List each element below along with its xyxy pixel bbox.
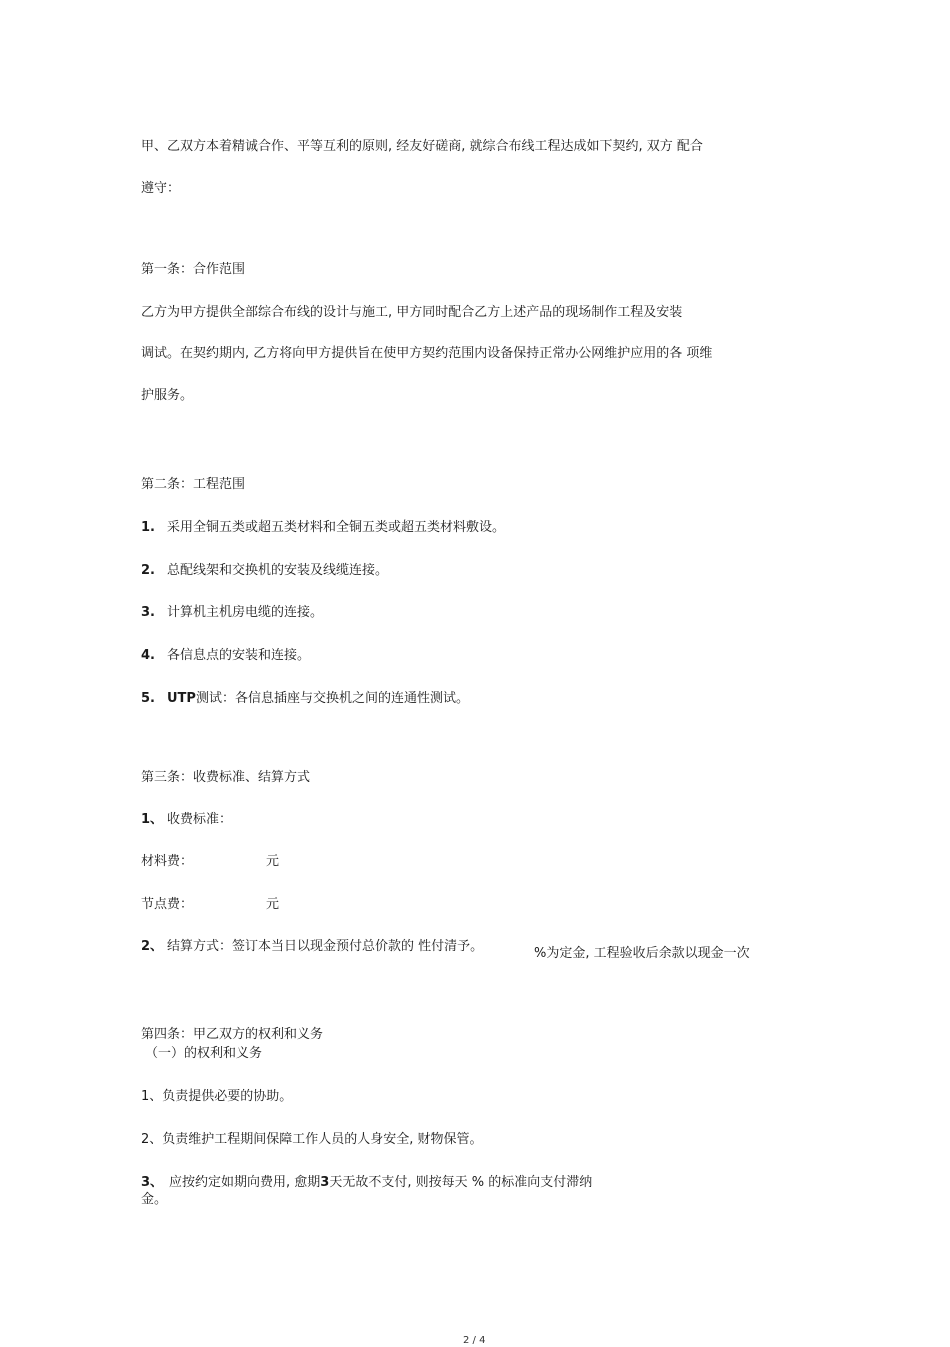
article-1-line-3: 护服务。 <box>141 388 194 403</box>
list-item-text: 总配线架和交换机的安装及线缆连接。 <box>167 563 389 578</box>
node-fee-label: 节点费： <box>141 897 194 912</box>
list-item-text: 计算机主机房电缆的连接。 <box>167 605 324 620</box>
page-number: 2 / 4 <box>463 1335 486 1346</box>
article-4-subheading: （一）的权利和义务 <box>145 1046 263 1061</box>
article-4-heading: 第四条：甲乙双方的权利和义务 <box>141 1027 324 1042</box>
list-item-number: 5. <box>141 691 155 706</box>
list-item-number: 3. <box>141 605 155 620</box>
list-item-number: 1. <box>141 520 155 535</box>
material-fee-unit: 元 <box>266 854 280 869</box>
list-item-text: 采用全铜五类或超五类材料和全铜五类或超五类材料敷设。 <box>167 520 506 535</box>
rights-item-3-number: 3、 <box>141 1175 164 1190</box>
article-1-line-1: 乙方为甲方提供全部综合布线的设计与施工, 甲方同时配合乙方上述产品的现场制作工程及安装 <box>141 305 683 320</box>
rights-item-3-line-2: 金。 <box>141 1192 168 1207</box>
rights-item-3-text <box>169 1175 592 1191</box>
intro-line-2: 遵守： <box>141 181 181 196</box>
article-1-line-2: 调试。在契约期内, 乙方将向甲方提供旨在使甲方契约范围内设备保持正常办公网维护应用的各 项维 <box>141 346 713 361</box>
settlement-text: 结算方式：签订本当日以现金预付总价款的 性付清予。 <box>167 939 484 954</box>
utp-text: 测试：各信息插座与交换机之间的连通性测试。 <box>195 691 469 706</box>
list-item-number: 4. <box>141 648 155 663</box>
article-3-heading: 第三条：收费标准、结算方式 <box>141 770 311 785</box>
list-item-number: 2. <box>141 563 155 578</box>
list-item-text: 各信息点的安装和连接。 <box>167 648 311 663</box>
material-fee-label: 材料费： <box>141 854 194 869</box>
rights-item-1: 1、负责提供必要的协助。 <box>141 1089 293 1104</box>
article-1-heading: 第一条：合作范围 <box>141 262 246 277</box>
settlement-deposit-text: %为定金, 工程验收后余款以现金一次 <box>534 946 750 961</box>
rights-item-2: 2、负责维护工程期间保障工作人员的人身安全, 财物保管。 <box>141 1132 483 1147</box>
intro-line-1: 甲、乙双方本着精诚合作、平等互利的原则, 经友好磋商, 就综合布线工程达成如下契约, 双方 配合 <box>141 139 703 154</box>
sub-item-number: 2、 <box>141 939 164 954</box>
node-fee-unit: 元 <box>266 897 280 912</box>
rights-item-3-part-1: 应按约定如期向费用, 愈期 <box>169 1175 321 1190</box>
rights-item-3-days: 3 <box>320 1175 330 1190</box>
rights-item-3-part-2: 天无故不支付, 则按每天 % 的标准向支付滞纳 <box>329 1175 593 1190</box>
utp-label: UTP <box>167 691 196 706</box>
sub-item-number: 1、 <box>141 812 164 827</box>
fee-standard-label: 收费标准： <box>167 812 233 827</box>
list-item-text-utp <box>167 691 469 707</box>
article-2-heading: 第二条：工程范围 <box>141 477 246 492</box>
